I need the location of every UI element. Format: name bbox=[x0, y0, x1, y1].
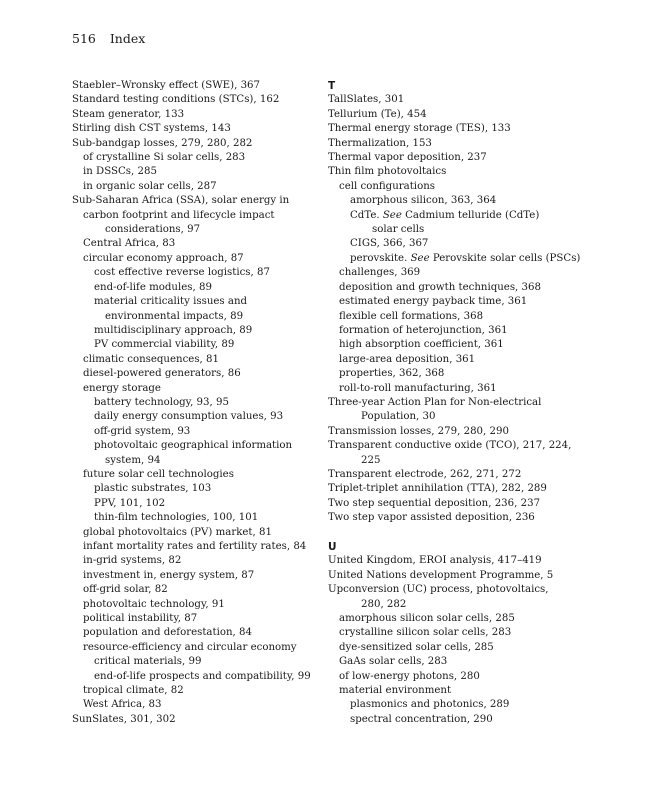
index-entry: TallSlates, 301 bbox=[328, 94, 405, 106]
index-entry: Transparent electrode, 262, 271, 272 bbox=[328, 468, 522, 480]
index-entry: United Nations development Programme, 5 bbox=[328, 569, 554, 581]
perovskite-text: perovskite. bbox=[350, 252, 411, 264]
index-subentry: in organic solar cells, 287 bbox=[83, 180, 217, 192]
perovskite-target: Perovskite solar cells (PSCs) bbox=[429, 252, 581, 264]
index-subentry: challenges, 369 bbox=[339, 267, 421, 279]
running-header bbox=[72, 31, 145, 46]
index-continuation: 280, 282 bbox=[361, 598, 407, 610]
index-subentry: flexible cell formations, 368 bbox=[339, 310, 484, 322]
letter-heading-u: U bbox=[328, 540, 337, 553]
index-subentry: crystalline silicon solar cells, 283 bbox=[339, 627, 512, 639]
index-subsubentry: end-of-life prospects and compatibility, 99 bbox=[94, 670, 311, 682]
section-title: Index bbox=[109, 31, 146, 46]
index-subsubentry: thin-film technologies, 100, 101 bbox=[94, 512, 259, 524]
index-subsubentry: spectral concentration, 290 bbox=[350, 713, 493, 725]
index-entry: Stirling dish CST systems, 143 bbox=[72, 123, 231, 135]
index-entry: Triplet-triplet annihilation (TTA), 282, 289 bbox=[328, 483, 547, 495]
index-subsubentry: photovoltaic geographical information bbox=[94, 440, 293, 452]
index-subentry: in-grid systems, 82 bbox=[83, 555, 182, 567]
see-reference: See bbox=[410, 252, 430, 264]
index-subsubentry: material criticality issues and bbox=[94, 296, 248, 308]
index-continuation: Population, 30 bbox=[361, 411, 436, 423]
index-subentry: roll-to-roll manufacturing, 361 bbox=[339, 382, 497, 394]
index-entry: Thermal energy storage (TES), 133 bbox=[328, 123, 511, 135]
index-subentry: estimated energy payback time, 361 bbox=[339, 296, 528, 308]
index-entry: Sub-Saharan Africa (SSA), solar energy in bbox=[72, 195, 290, 207]
index-entry: Two step sequential deposition, 236, 237 bbox=[328, 497, 541, 509]
index-subsubentry: CIGS, 366, 367 bbox=[350, 238, 429, 250]
index-subentry: infant mortality rates and fertility rates, 84 bbox=[83, 541, 307, 552]
index-subentry: deposition and growth techniques, 368 bbox=[339, 281, 541, 293]
index-entry: Transmission losses, 279, 280, 290 bbox=[328, 425, 509, 437]
index-column-left bbox=[72, 79, 317, 727]
index-entry: Thermalization, 153 bbox=[328, 137, 432, 149]
index-subentry: investment in, energy system, 87 bbox=[83, 569, 255, 581]
index-entry: Upconversion (UC) process, photovoltaics, bbox=[328, 584, 549, 596]
index-continuation: environmental impacts, 89 bbox=[105, 310, 244, 322]
index-subsubentry: end-of-life modules, 89 bbox=[94, 281, 212, 293]
index-continuation: solar cells bbox=[372, 224, 425, 236]
index-entry: Standard testing conditions (STCs), 162 bbox=[72, 94, 280, 106]
index-subentry: carbon footprint and lifecycle impact bbox=[83, 209, 275, 221]
index-subentry: political instability, 87 bbox=[83, 613, 198, 625]
index-subentry: cell configurations bbox=[339, 180, 435, 192]
index-subentry: resource-efficiency and circular economy bbox=[83, 641, 297, 653]
index-subentry: photovoltaic technology, 91 bbox=[83, 598, 225, 610]
index-subentry: circular economy approach, 87 bbox=[83, 252, 244, 264]
index-subentry: diesel-powered generators, 86 bbox=[83, 368, 241, 380]
index-subentry: amorphous silicon solar cells, 285 bbox=[339, 613, 515, 625]
index-subsubentry: plasmonics and photonics, 289 bbox=[350, 699, 510, 711]
index-subentry: properties, 362, 368 bbox=[339, 368, 445, 380]
index-subentry: population and deforestation, 84 bbox=[83, 627, 252, 639]
index-subentry: dye-sensitized solar cells, 285 bbox=[339, 641, 494, 653]
cdte-text: CdTe. bbox=[350, 209, 383, 221]
cdte-target: Cadmium telluride (CdTe) bbox=[401, 209, 540, 221]
index-subsubentry: amorphous silicon, 363, 364 bbox=[350, 195, 497, 207]
index-subentry: West Africa, 83 bbox=[83, 699, 162, 711]
index-subentry: of low-energy photons, 280 bbox=[339, 670, 480, 682]
index-subsubentry: critical materials, 99 bbox=[94, 656, 202, 668]
index-entry: Transparent conductive oxide (TCO), 217, 224, bbox=[328, 440, 572, 452]
index-subsubentry: PPV, 101, 102 bbox=[94, 497, 166, 509]
index-subentry: off-grid solar, 82 bbox=[83, 584, 168, 596]
index-column-right bbox=[328, 79, 581, 727]
index-subsubentry: plastic substrates, 103 bbox=[94, 483, 212, 495]
index-subentry: of crystalline Si solar cells, 283 bbox=[83, 152, 246, 164]
page-number: 516 bbox=[72, 31, 96, 46]
index-subentry: formation of heterojunction, 361 bbox=[339, 324, 508, 336]
index-entry: United Kingdom, EROI analysis, 417–419 bbox=[328, 555, 542, 567]
index-subentry: climatic consequences, 81 bbox=[83, 353, 219, 365]
see-reference: See bbox=[382, 209, 402, 221]
index-subsubentry: battery technology, 93, 95 bbox=[94, 396, 229, 408]
index-subentry: global photovoltaics (PV) market, 81 bbox=[83, 526, 272, 538]
index-subsubentry-perovskite bbox=[328, 252, 581, 266]
index-continuation: system, 94 bbox=[105, 454, 161, 466]
index-subentry: Central Africa, 83 bbox=[83, 238, 176, 250]
index-subsubentry-cdte bbox=[328, 209, 578, 223]
index-entry: Sub-bandgap losses, 279, 280, 282 bbox=[72, 137, 253, 149]
index-subsubentry: daily energy consumption values, 93 bbox=[94, 411, 284, 423]
index-subentry: material environment bbox=[339, 685, 452, 697]
index-subentry: high absorption coefficient, 361 bbox=[339, 339, 504, 351]
index-entry: Two step vapor assisted deposition, 236 bbox=[328, 512, 535, 524]
letter-heading-t: T bbox=[328, 80, 336, 92]
index-continuation: 225 bbox=[361, 454, 381, 466]
index-entry: Thin film photovoltaics bbox=[328, 166, 447, 178]
index-subsubentry: multidisciplinary approach, 89 bbox=[94, 324, 253, 336]
index-subentry: future solar cell technologies bbox=[83, 468, 234, 480]
index-subsubentry: off-grid system, 93 bbox=[94, 425, 191, 437]
index-subsubentry: cost effective reverse logistics, 87 bbox=[94, 267, 270, 279]
index-entry: Tellurium (Te), 454 bbox=[328, 108, 427, 120]
index-entry: Thermal vapor deposition, 237 bbox=[328, 152, 487, 164]
index-subentry: energy storage bbox=[83, 382, 161, 394]
index-subsubentry: PV commercial viability, 89 bbox=[94, 339, 235, 351]
index-subentry: tropical climate, 82 bbox=[83, 685, 184, 697]
index-subentry: GaAs solar cells, 283 bbox=[339, 656, 448, 668]
index-entry: Steam generator, 133 bbox=[72, 108, 185, 120]
index-entry: Staebler–Wronsky effect (SWE), 367 bbox=[72, 80, 261, 91]
index-continuation: considerations, 97 bbox=[105, 224, 201, 236]
index-entry: SunSlates, 301, 302 bbox=[72, 713, 176, 725]
index-subentry: large-area deposition, 361 bbox=[339, 353, 476, 365]
index-entry: Three-year Action Plan for Non-electrical bbox=[328, 396, 542, 408]
index-subentry: in DSSCs, 285 bbox=[83, 166, 157, 178]
section-gap bbox=[328, 526, 578, 540]
